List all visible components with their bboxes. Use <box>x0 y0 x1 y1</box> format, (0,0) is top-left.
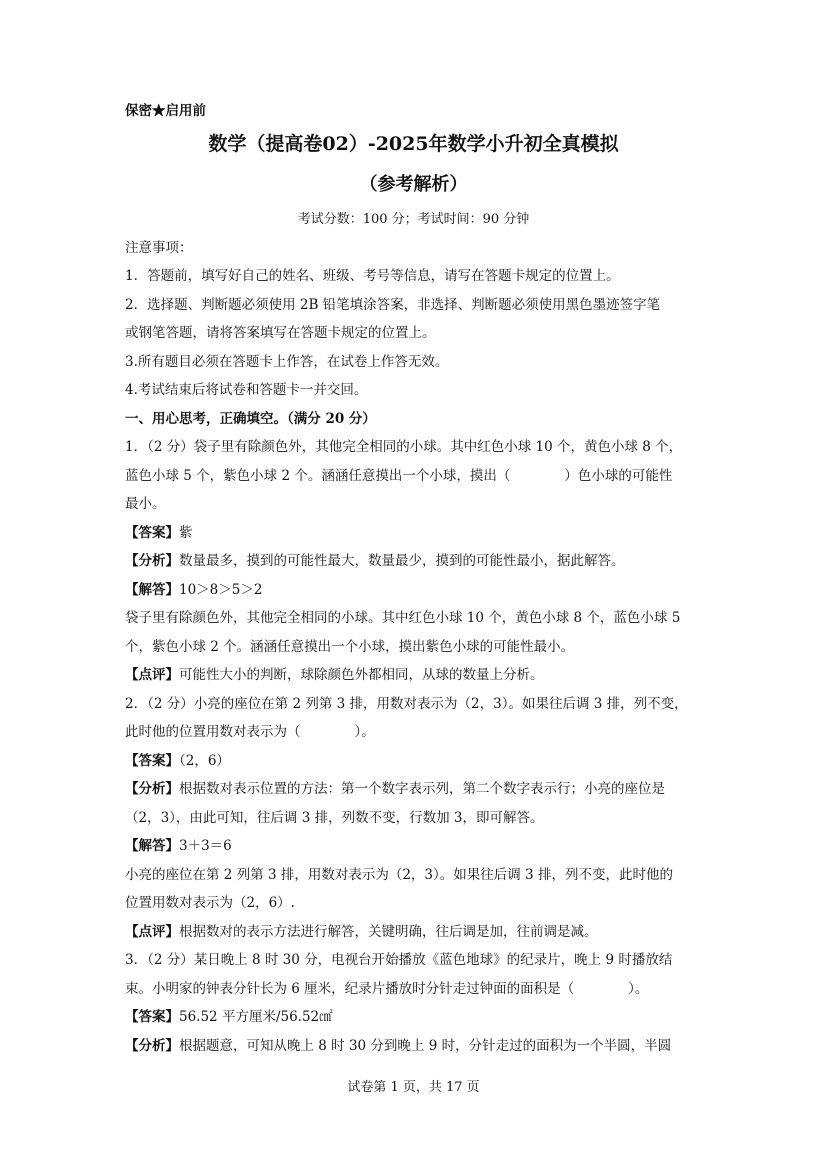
analysis-tag: 【分析】 <box>125 553 179 569</box>
q3-analysis <box>125 1036 705 1056</box>
q2-solution-line: 位置用数对表示为（2，6）. <box>125 895 295 911</box>
question-3-line: 3．（2 分）某日晚上 8 时 30 分，电视台开始播放《蓝色地球》的纪录片，晚上 9 时播放结 <box>125 952 673 968</box>
page-title: 数学（提高卷02）-2025年数学小升初全真模拟 <box>208 133 619 155</box>
note-item: 1．答题前，填写好自己的姓名、班级、考号等信息，请写在答题卡规定的位置上。 <box>125 268 620 284</box>
question-3-line: 束。小明家的钟表分针长为 6 厘米，纪录片播放时分针走过钟面的面积是（ ）。 <box>125 981 649 997</box>
q1-comment <box>125 665 705 685</box>
q1-solution <box>125 580 705 600</box>
notes-heading: 注意事项： <box>125 240 193 256</box>
question-1-line: 1．（2 分）袋子里有除颜色外，其他完全相同的小球。其中红色小球 10 个，黄色小球 8 个， <box>125 439 683 455</box>
section-heading: 一、用心思考，正确填空。（满分 20 分） <box>125 411 376 427</box>
analysis-text: 根据数对表示位置的方法：第一个数字表示列，第二个数字表示行；小亮的座位是 <box>179 781 665 797</box>
answer-tag: 【答案】 <box>125 525 179 541</box>
q1-solution-line: 个，紫色小球 2 个。涵涵任意摸出一个小球，摸出紫色小球的可能性最小。 <box>125 639 575 655</box>
analysis-text: 数量最多，摸到的可能性最大，数量最少，摸到的可能性最小，据此解答。 <box>179 553 625 569</box>
comment-tag: 【点评】 <box>125 667 179 683</box>
analysis-tag: 【分析】 <box>125 1038 179 1054</box>
question-2-line: 2．（2 分）小亮的座位在第 2 列第 3 排，用数对表示为（2，3）。如果往后调 3 排，列不变， <box>125 696 688 712</box>
solution-text: 10＞8＞5＞2 <box>179 582 263 598</box>
analysis-tag: 【分析】 <box>125 781 179 797</box>
q2-analysis-line: （2，3），由此可知，往后调 3 排，列数不变，行数加 3，即可解答。 <box>125 810 544 826</box>
answer-tag: 【答案】 <box>125 1009 179 1025</box>
page-subtitle: （参考解析） <box>359 174 468 195</box>
solution-text: 3＋3＝6 <box>179 838 232 854</box>
q1-answer <box>125 523 705 543</box>
q1-analysis <box>125 551 705 571</box>
exam-info: 考试分数：100 分；考试时间：90 分钟 <box>297 212 530 227</box>
solution-tag: 【解答】 <box>125 838 179 854</box>
q1-solution-line: 袋子里有除颜色外，其他完全相同的小球。其中红色小球 10 个，黄色小球 8 个，蓝色小球 5 <box>125 610 681 626</box>
comment-text: 可能性大小的判断，球除颜色外都相同，从球的数量上分析。 <box>179 667 544 683</box>
q2-answer <box>125 751 705 771</box>
answer-text: 56.52 平方厘米/56.52㎠ <box>179 1009 333 1025</box>
question-1-line: 蓝色小球 5 个，紫色小球 2 个。涵涵任意摸出一个小球，摸出（ ）色小球的可能性 <box>125 468 673 484</box>
q2-solution-line: 小亮的座位在第 2 列第 3 排，用数对表示为（2，3）。如果往后调 3 排，列不变，此时他的 <box>125 867 673 883</box>
question-1-line: 最小。 <box>125 496 166 512</box>
note-item: 3.所有题目必须在答题卡上作答，在试卷上作答无效。 <box>125 354 449 370</box>
q2-solution <box>125 836 705 856</box>
page-footer: 试卷第 1 页，共 17 页 <box>347 1080 480 1095</box>
note-item: 或钢笔答题，请将答案填写在答题卡规定的位置上。 <box>125 325 436 341</box>
answer-text: （2，6） <box>179 753 230 769</box>
q2-comment <box>125 922 705 942</box>
solution-tag: 【解答】 <box>125 582 179 598</box>
comment-text: 根据数对的表示方法进行解答，关键明确，往后调是加，往前调是减。 <box>179 924 598 940</box>
answer-tag: 【答案】 <box>125 753 179 769</box>
confidential-label: 保密★启用前 <box>125 103 206 119</box>
analysis-text: 根据题意，可知从晚上 8 时 30 分到晚上 9 时，分针走过的面积为一个半圆，半圆 <box>179 1038 672 1054</box>
note-item: 2．选择题、判断题必须使用 2B 铅笔填涂答案，非选择、判断题必须使用黑色墨迹签字笔 <box>125 297 661 313</box>
answer-text: 紫 <box>179 525 193 541</box>
q3-answer <box>125 1007 705 1027</box>
note-item: 4.考试结束后将试卷和答题卡一并交回。 <box>125 382 368 398</box>
q2-analysis <box>125 779 705 799</box>
question-2-line: 此时他的位置用数对表示为（ ）。 <box>125 724 375 740</box>
comment-tag: 【点评】 <box>125 924 179 940</box>
